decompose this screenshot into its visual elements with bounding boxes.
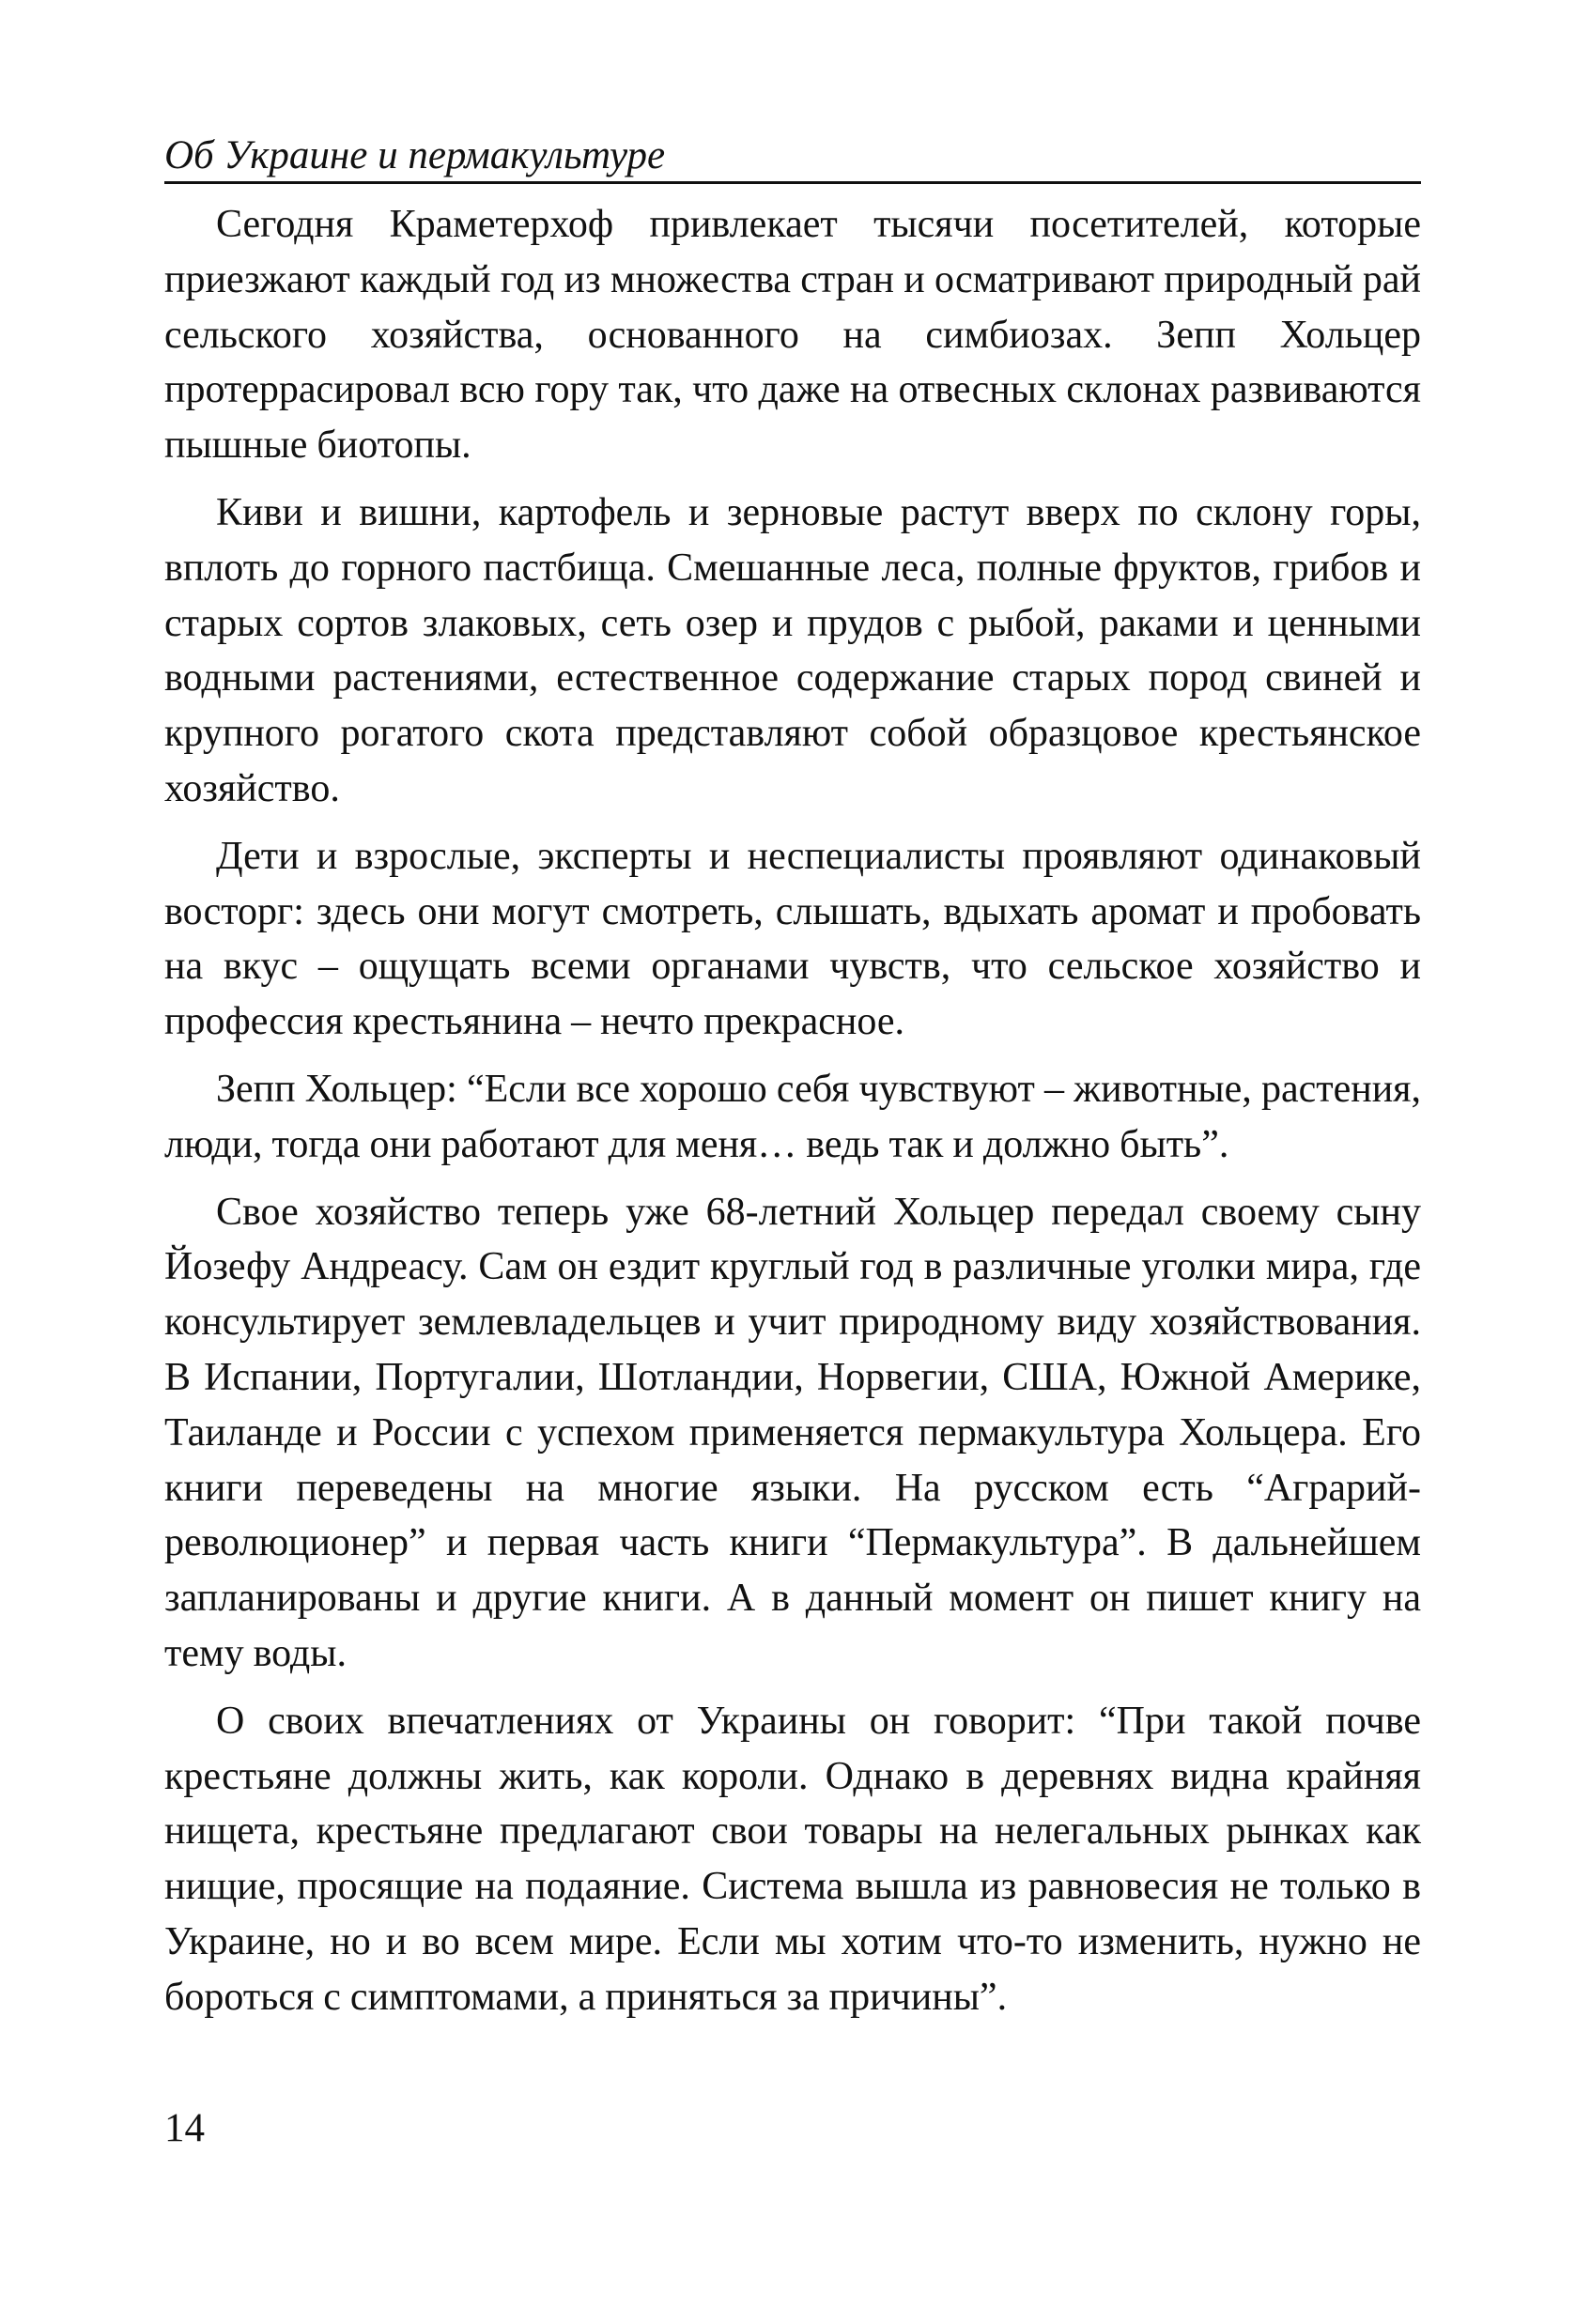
paragraph: Киви и вишни, картофель и зерновые растут вверх по склону горы, вплоть до горного пастбища. Смешанные леса, полные фруктов, грибов и старых сортов злаковых, сеть озер и прудов с рыбой, раками и ценными водными растениями, естественное содержание старых пород свиней и крупного рогатого скота представляют собой образцовое крестьянское хозяйство.	[164, 490, 1421, 810]
running-header-title: Об Украине и пермакультуре	[164, 133, 666, 177]
page-body	[164, 197, 1421, 2038]
paragraph: О своих впечатлениях от Украины он говорит: “При такой почве крестьяне должны жить, как короли. Однако в деревнях видна крайняя нищета, крестьяне предлагают свои товары на нелегальных рынках как нищие, просящие на подаяние. Система вышла из равновесия не только в Украине, но и во всем мире. Если мы хотим что-то изменить, нужно не бороться с симптомами, а приняться за причины”.	[164, 1699, 1421, 2019]
paragraph: Свое хозяйство теперь уже 68-летний Хольцер передал своему сыну Йозефу Андреасу. Сам он ездит круглый год в различные уголки мира, где консультирует землевладельцев и учит природному виду хозяйствования. В Испании, Португалии, Шотландии, Норвегии, США, Южной Америке, Таиланде и России с успехом применяется пермакультура Хольцера. Его книги переведены на многие языки. На русском есть “Аграрий-революционер” и первая часть книги “Пермакультура”. В дальнейшем запланированы и другие книги. А в данный момент он пишет книгу на тему воды.	[164, 1190, 1421, 1675]
running-header	[164, 127, 1421, 184]
paragraph: Дети и взрослые, эксперты и неспециалисты проявляют одинаковый восторг: здесь они могут смотреть, слышать, вдыхать аромат и пробовать на вкус – ощущать всеми органами чувств, что сельское хозяйство и профессия крестьянина – нечто прекрасное.	[164, 834, 1421, 1044]
page-number: 14	[164, 2106, 205, 2150]
paragraph: Сегодня Краметерхоф привлекает тысячи посетителей, которые приезжают каждый год из множества стран и осматривают природный рай сельского хозяйства, основанного на симбиозах. Зепп Хольцер протеррасировал всю гору так, что даже на отвесных склонах развиваются пышные биотопы.	[164, 203, 1421, 468]
paragraph: Зепп Хольцер: “Если все хорошо себя чувствуют – животные, растения, люди, тогда они работают для меня… ведь так и должно быть”.	[164, 1067, 1421, 1166]
